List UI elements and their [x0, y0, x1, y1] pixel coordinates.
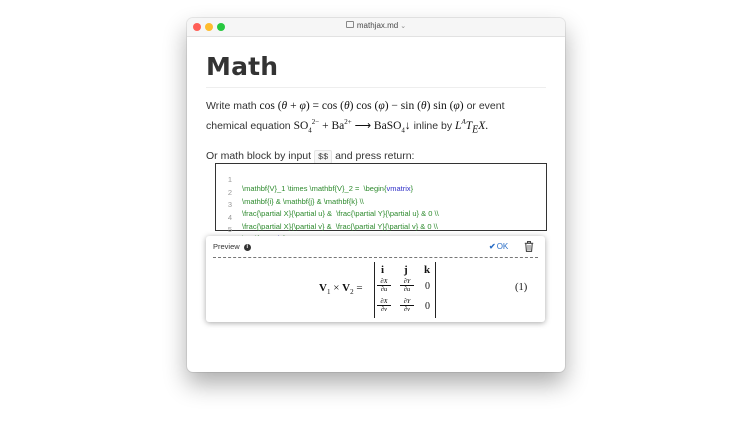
para1-text-2: or event — [466, 100, 505, 112]
matrix-i: i — [381, 264, 385, 276]
line-number: 3 — [227, 200, 232, 209]
inline-code-dollars: $$ — [314, 150, 332, 164]
code-line[interactable] — [216, 216, 232, 234]
math-preview-popover — [206, 236, 545, 322]
preview-header — [213, 242, 251, 251]
line-number: 1 — [227, 175, 232, 184]
ok-label: OK — [496, 242, 509, 251]
matrix-dY-du: $\frac{\partial Y}{\partial u}$ — [400, 278, 414, 293]
matrix-dX-du: $\frac{\partial X}{\partial u}$ — [377, 278, 391, 293]
window-title-text: mathjax.md — [356, 21, 399, 30]
check-icon: ✔ — [489, 242, 496, 251]
matrix-k: k — [424, 264, 431, 276]
chevron-down-icon: ⌄ — [400, 23, 407, 30]
para1-text-3: chemical equation — [206, 119, 291, 132]
matrix-dX-dv: $\frac{\partial X}{\partial v}$ — [377, 298, 391, 313]
window-title[interactable] — [187, 21, 565, 30]
editor-window — [187, 18, 565, 372]
code-line[interactable] — [216, 166, 414, 193]
paragraph-math-block[interactable] — [206, 148, 546, 164]
determinant-matrix — [374, 262, 436, 318]
code-line-text: \mathbf{i} & \mathbf{j} & \mathbf{k} \\ — [242, 196, 364, 206]
matrix-zero: 0 — [425, 281, 430, 292]
code-line-text: \mathbf{V}_1 \times \mathbf{V}_2 = \begin{vmatrix} — [242, 184, 414, 193]
ok-button[interactable] — [489, 242, 508, 251]
para2-text-2: and press return: — [335, 150, 415, 163]
inline-math-latex-logo[interactable]: $L^AT_EX$. — [455, 118, 489, 136]
title-bar — [187, 18, 565, 37]
code-line-text: \frac{\partial X}{\partial u} & \frac{\partial Y}{\partial u} & 0 \\ — [242, 209, 439, 218]
matrix-j: j — [404, 264, 408, 276]
heading-math[interactable]: Math — [206, 52, 546, 88]
file-icon — [346, 21, 354, 28]
inline-math-cos[interactable]: cos (θ + φ) = cos (θ) cos (φ) − sin (θ) sin (φ) — [259, 100, 464, 112]
matrix-dY-dv: $\frac{\partial Y}{\partial v}$ — [400, 298, 414, 313]
para1-text-1: Write math — [206, 100, 257, 112]
inline-math-chem[interactable]: $SO_4^{2-} + Ba^{2+}$ ⟶ BaSO$_4$↓ — [293, 118, 411, 135]
info-icon[interactable]: i — [244, 244, 251, 251]
equation-number: (1) — [515, 282, 528, 293]
trash-icon[interactable] — [524, 241, 534, 252]
line-number: 4 — [227, 212, 232, 222]
line-number: 5 — [227, 225, 232, 234]
paragraph-inline-math[interactable] — [206, 98, 546, 138]
math-source-editor[interactable] — [215, 163, 547, 234]
para1-text-4: inline by — [413, 119, 453, 132]
preview-label: Preview — [213, 242, 240, 251]
code-line-text: \frac{\partial X}{\partial v} & \frac{\partial Y}{\partial v} & 0 \\ — [242, 221, 438, 231]
equation-lhs: $V_1 \times V_2$ = — [319, 282, 363, 297]
para2-text-1: Or math block by input — [206, 150, 312, 163]
preview-divider — [213, 257, 538, 258]
line-number: 2 — [227, 187, 232, 197]
document-body[interactable] — [206, 52, 546, 164]
matrix-zero: 0 — [425, 301, 430, 312]
rendered-equation — [206, 262, 545, 320]
